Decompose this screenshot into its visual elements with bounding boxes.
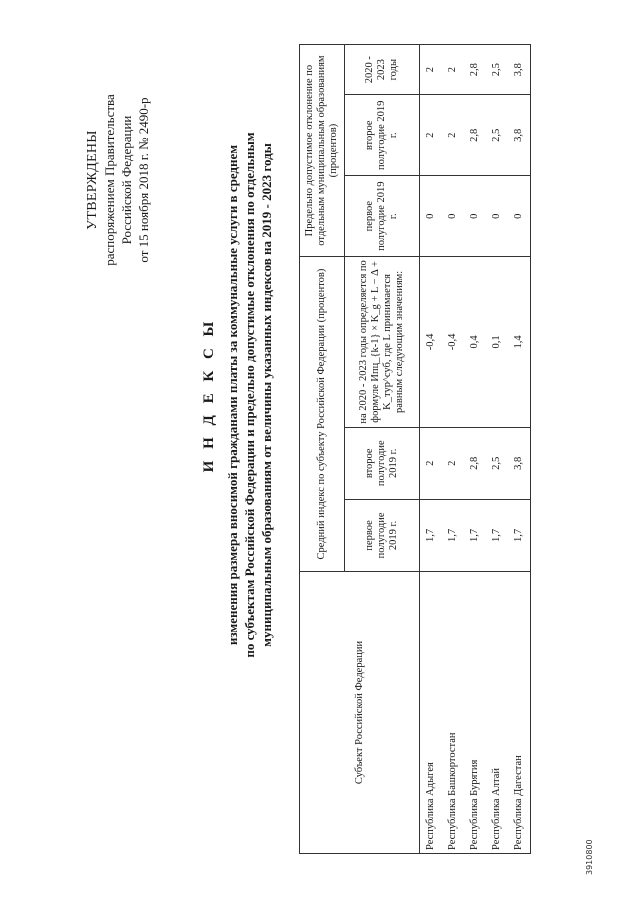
col-group-max-deviation: Предельно допустимое отклонение по отдельным муниципальным образованиям (процентов) bbox=[300, 45, 345, 257]
table-cell: 2 bbox=[420, 427, 443, 499]
subject-name: Республика Бурятия bbox=[464, 571, 486, 853]
table-cell: 3,8 bbox=[508, 95, 531, 176]
table-cell: 0,1 bbox=[486, 257, 508, 428]
approval-line: распоряжением Правительства bbox=[102, 94, 117, 266]
table-cell: 3,8 bbox=[508, 427, 531, 499]
approval-heading: УТВЕРЖДЕНЫ bbox=[85, 130, 100, 230]
table-cell: 1,7 bbox=[442, 499, 464, 571]
col-header-dev-h1-2019: первое полугодие 2019 г. bbox=[345, 176, 420, 257]
table-row bbox=[464, 45, 486, 854]
col-group-average-index: Средний индекс по субъекту Российской Федерации (процентов) bbox=[300, 257, 345, 572]
table-cell: 2 bbox=[420, 45, 443, 95]
table-cell: 2,8 bbox=[464, 45, 486, 95]
table-cell: 0 bbox=[508, 176, 531, 257]
table-cell: 2 bbox=[442, 95, 464, 176]
subject-name: Республика Башкортостан bbox=[442, 571, 464, 853]
approval-line: Российской Федерации bbox=[119, 115, 134, 245]
table-cell: -0,4 bbox=[442, 257, 464, 428]
subtitle-line: по субъектам Российской Федерации и предельно допустимые отклонения по отдельным bbox=[242, 132, 257, 658]
table-header-row bbox=[300, 45, 345, 854]
approval-line: от 15 ноября 2018 г. № 2490-р bbox=[136, 97, 151, 263]
table-cell: 0 bbox=[486, 176, 508, 257]
col-header-dev-2020-2023: 2020 - 2023 годы bbox=[345, 45, 420, 95]
document-title: И Н Д Е К С Ы bbox=[201, 317, 217, 473]
table-cell: 1,7 bbox=[420, 499, 443, 571]
document-number: 3910800 bbox=[585, 839, 594, 875]
table-cell: 0,4 bbox=[464, 257, 486, 428]
table-cell: 1,7 bbox=[508, 499, 531, 571]
table-cell: 1,4 bbox=[508, 257, 531, 428]
table-cell: 2,5 bbox=[486, 45, 508, 95]
col-header-h2-2019: второе полугодие 2019 г. bbox=[345, 427, 420, 499]
subtitle-line: изменения размера вносимой гражданами платы за коммунальные услуги в среднем bbox=[225, 144, 240, 646]
subject-name: Республика Алтай bbox=[486, 571, 508, 853]
subtitle-line: муниципальным образованиям от величины указанных индексов на 2019 - 2023 годы bbox=[259, 143, 274, 647]
subject-name: Республика Дагестан bbox=[508, 571, 531, 853]
table-cell: 1,7 bbox=[486, 499, 508, 571]
table-cell: 2 bbox=[442, 45, 464, 95]
table-row bbox=[442, 45, 464, 854]
table-cell: 2 bbox=[442, 427, 464, 499]
table-cell: 2,5 bbox=[486, 427, 508, 499]
table-cell: 2,5 bbox=[486, 95, 508, 176]
subject-name: Республика Адыгея bbox=[420, 571, 443, 853]
col-header-dev-h2-2019: второе полугодие 2019 г. bbox=[345, 95, 420, 176]
table-cell: 3,8 bbox=[508, 45, 531, 95]
table-cell: 1,7 bbox=[464, 499, 486, 571]
table-cell: 2,8 bbox=[464, 95, 486, 176]
table-cell: 2 bbox=[420, 95, 443, 176]
table-row bbox=[508, 45, 531, 854]
table-cell: 0 bbox=[464, 176, 486, 257]
table-cell: 2,8 bbox=[464, 427, 486, 499]
table-cell: 0 bbox=[442, 176, 464, 257]
table-cell: 0 bbox=[420, 176, 443, 257]
table-cell: -0,4 bbox=[420, 257, 443, 428]
document-subtitle bbox=[224, 45, 275, 745]
indices-table bbox=[299, 44, 531, 854]
table-row bbox=[420, 45, 443, 854]
approval-block bbox=[84, 30, 152, 330]
col-header-formula: на 2020 - 2023 годы определяется по формуле Ипц_{k-1} × K_g + L − Δ + K_тур^суб, где L принимается равным следующим значениям: bbox=[345, 257, 420, 428]
table-row bbox=[486, 45, 508, 854]
col-header-h1-2019: первое полугодие 2019 г. bbox=[345, 499, 420, 571]
col-header-subject: Субъект Российской Федерации bbox=[300, 571, 420, 853]
